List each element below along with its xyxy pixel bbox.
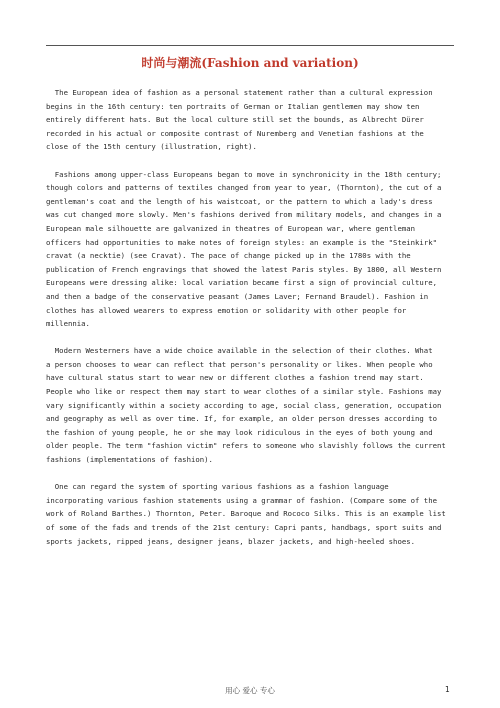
paragraph-line: gentleman's coat and the length of his waistcoat, or the pattern to which a lady's dress	[46, 196, 433, 206]
paragraph-line: and then a badge of the conservative peasant (James Laver; Fernand Braudel). Fashion in	[46, 291, 429, 301]
paragraph-line: and geography as well as over time. If, for example, an older person dresses according to	[46, 414, 437, 424]
paragraph-line: vary significantly within a society according to age, social class, generation, occupation	[46, 400, 442, 410]
paragraph-line: a person chooses to wear can reflect that person's personality or likes. When people who	[46, 359, 433, 369]
paragraph-line: of some of the fads and trends of the 21st century: Capri pants, handbags, sport suits and	[46, 523, 442, 532]
paragraph-line: People who like or respect them may start to wear clothes of a similar style. Fashions may	[46, 387, 442, 397]
paragraph-line: the fashion of young people, he or she may look ridiculous in the eyes of both young and	[46, 427, 433, 437]
paragraph-line: The European idea of fashion as a personal statement rather than a cultural expression	[46, 88, 433, 97]
paragraph-line: older people. The term "fashion victim" refers to someone who slavishly follows the current	[46, 441, 446, 451]
paragraph-line: have cultural status start to wear new or different clothes a fashion trend may start.	[46, 373, 424, 383]
paragraph-line: Modern Westerners have a wide choice available in the selection of their clothes. What	[46, 346, 433, 356]
paragraph-line: entirely different hats. But the local culture still set the bounds, as Albrecht Dürer	[46, 115, 424, 125]
header-rule	[46, 45, 454, 46]
paragraph	[46, 480, 454, 548]
paragraph-line: sports jackets, ripped jeans, designer jeans, blazer jackets, and high-heeled shoes.	[46, 536, 416, 546]
paragraph-line: close of the 15th century (illustration, right).	[46, 142, 257, 152]
paragraph-line: begins in the 16th century: ten portraits of German or Italian gentlemen may show ten	[46, 101, 420, 111]
page-title: 时尚与潮流(Fashion and variation)	[141, 56, 359, 70]
paragraph-line: Europeans were dressing alike: local variation became first a sign of provincial culture,	[46, 278, 437, 288]
paragraph-line: Fashions among upper-class Europeans began to move in synchronicity in the 18th century;	[46, 169, 442, 179]
paragraph-line: officers had opportunities to make notes of foreign styles: an example is the "Steinkirk"	[46, 237, 437, 247]
paragraph	[46, 168, 454, 331]
paragraph-line: cravat (a necktie) (see Cravat). The pace of change picked up in the 1780s with the	[46, 251, 411, 261]
paragraph	[46, 344, 454, 466]
paragraph-line: was cut changed more slowly. Men's fashions derived from military models, and changes in a	[46, 210, 442, 220]
paragraph-line: incorporating various fashion statements using a grammar of fashion. (Compare some of the	[46, 495, 437, 505]
paragraph-line: One can regard the system of sporting various fashions as a fashion language	[46, 482, 389, 492]
paragraph-line: millennia.	[46, 319, 90, 329]
paragraph-line: publication of French engravings that showed the latest Paris styles. By 1800, all Western	[46, 264, 442, 274]
paragraph-line: work of Roland Barthes.) Thornton, Peter. Baroque and Rococo Silks. This is an example list	[46, 509, 446, 519]
footer-text: 用心 爱心 专心	[225, 686, 275, 695]
paragraph-line: European male silhouette are galvanized in theatres of European war, where gentleman	[46, 223, 416, 233]
paragraph-line: clothes has allowed wearers to express emotion or solidarity with other people for	[46, 305, 407, 315]
paragraph-line: recorded in his actual or composite contrast of Nuremberg and Venetian fashions at the	[46, 128, 424, 138]
document-body	[46, 86, 454, 562]
paragraph-line: though colors and patterns of textiles changed from year to year, (Thornton), the cut of a	[46, 183, 442, 193]
paragraph	[46, 86, 454, 154]
page-number: 1	[445, 685, 450, 694]
paragraph-line: fashions (implementations of fashion).	[46, 455, 213, 465]
